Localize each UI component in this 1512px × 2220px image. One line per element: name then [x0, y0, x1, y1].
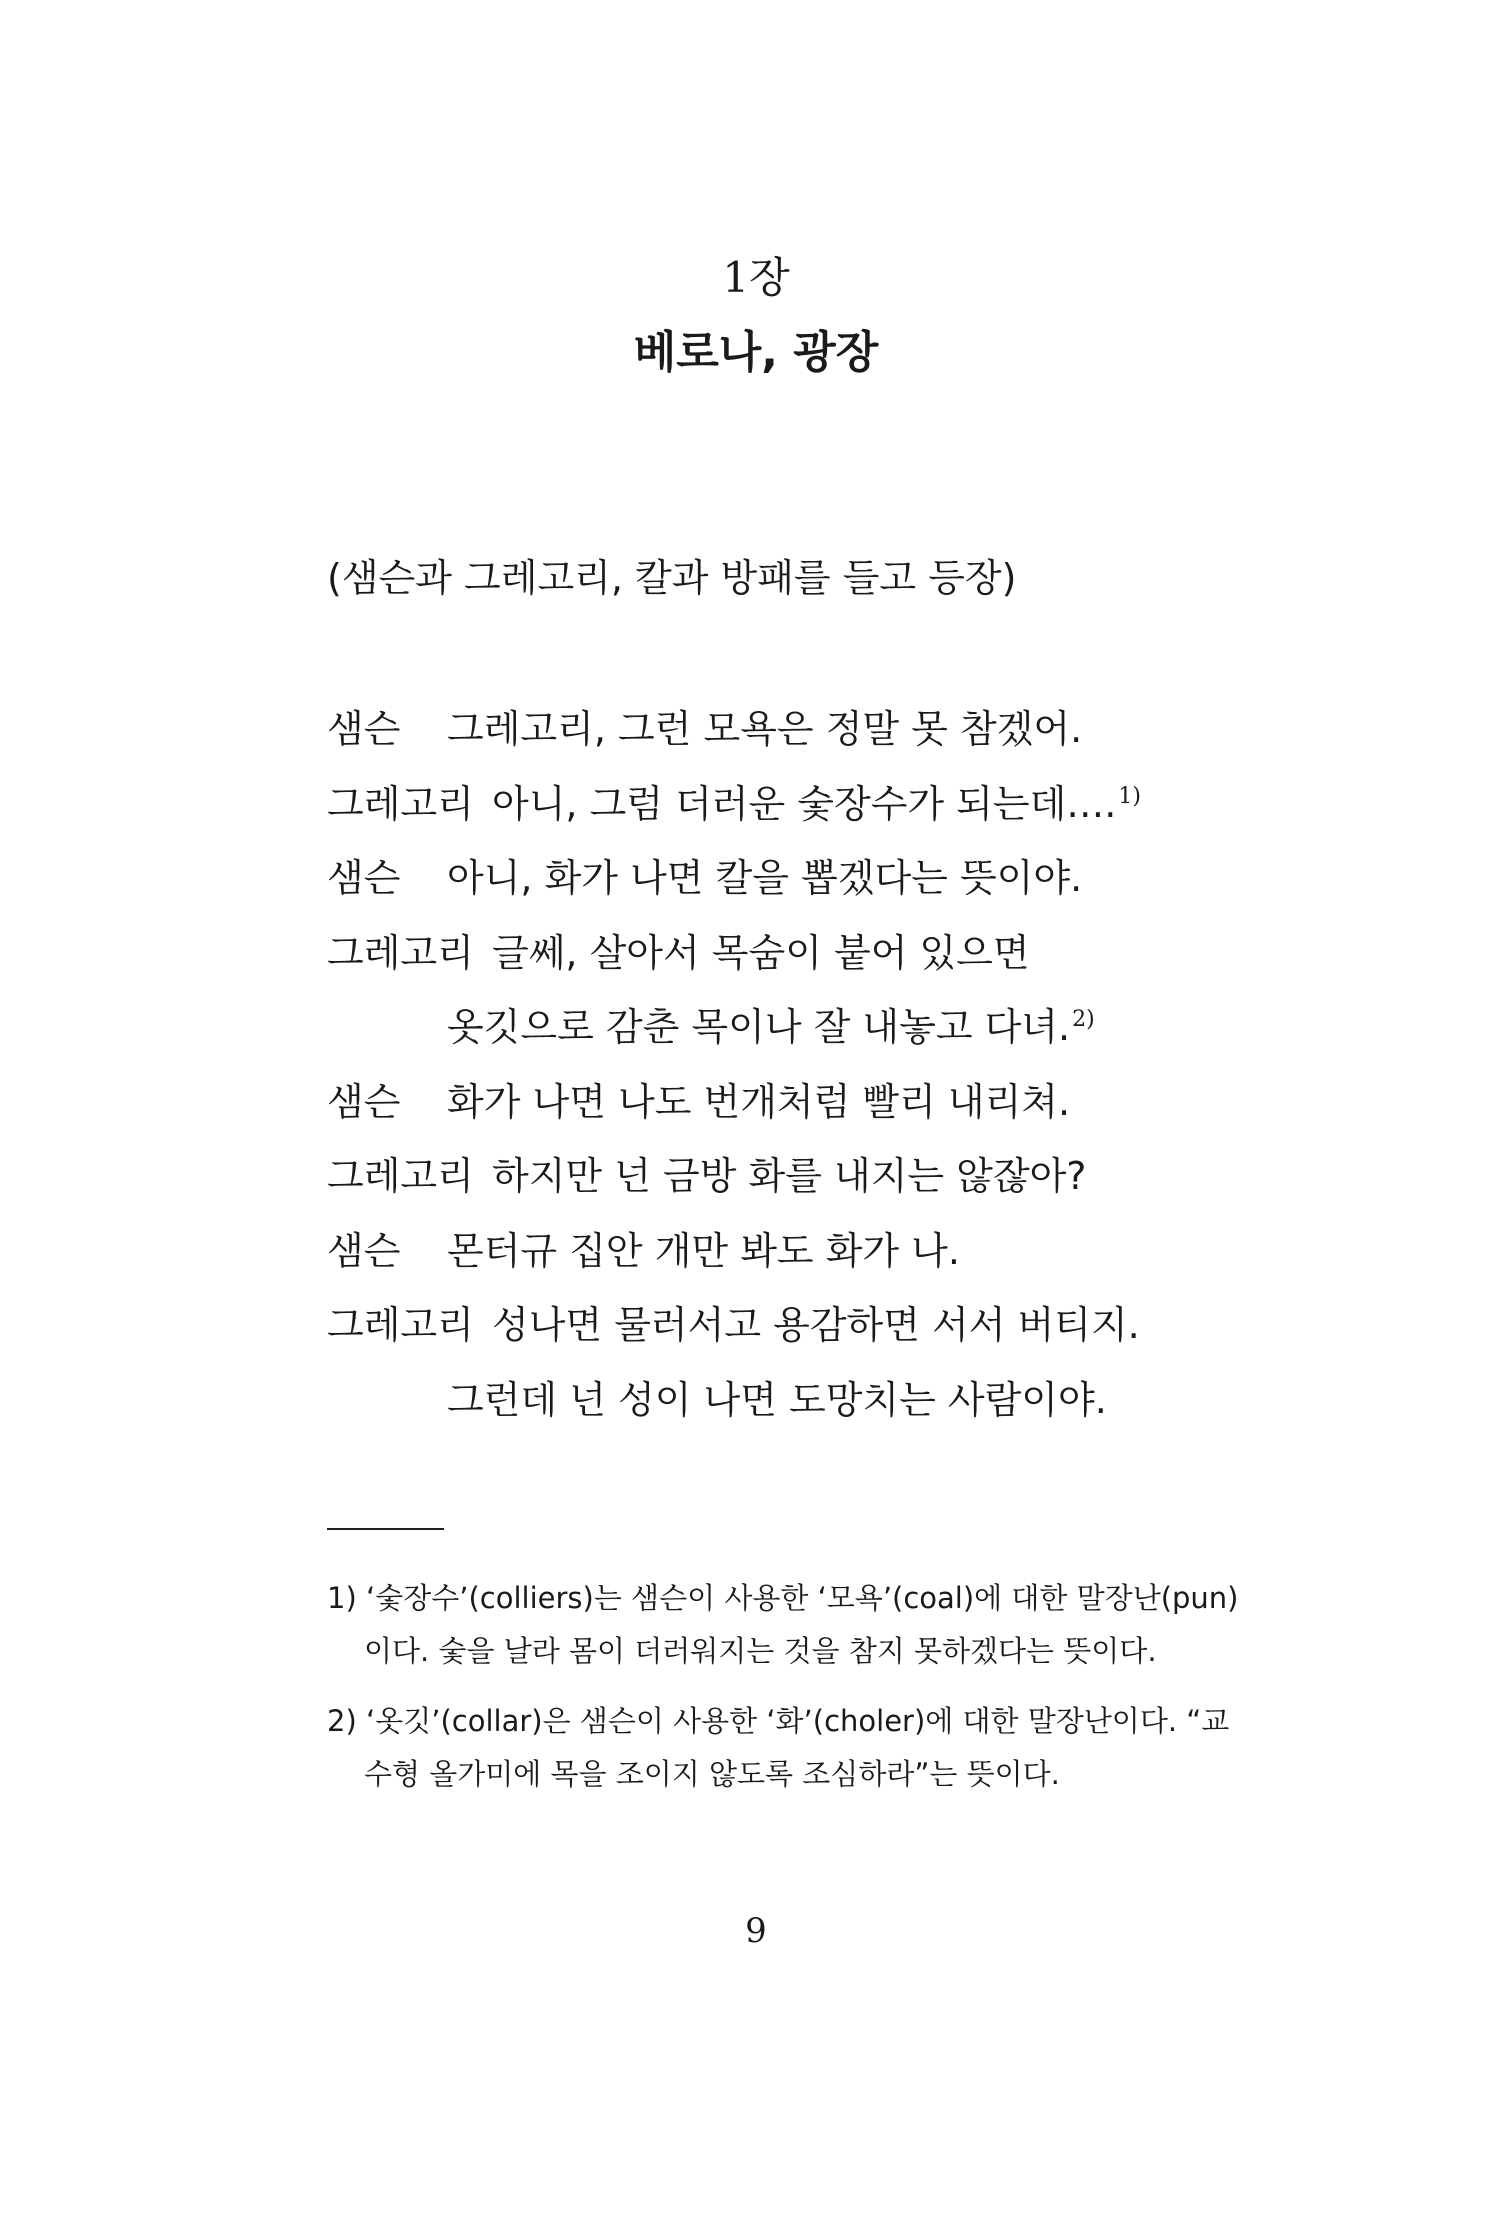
speaker-name: 샘슨: [327, 1228, 401, 1273]
dialogue-line: [327, 1065, 1327, 1140]
speech-content: 옷깃으로 감춘 목이나 잘 내놓고 다녀.: [447, 1005, 1071, 1049]
footnote-2: [327, 1695, 1287, 1801]
speech-text: [447, 1214, 960, 1288]
speech-content: 아니, 화가 나면 칼을 뽑겠다는 뜻이야.: [447, 856, 1083, 900]
footnote-divider: [327, 1528, 444, 1530]
speaker-name: 그레고리: [327, 930, 474, 975]
footnote-1: [327, 1572, 1287, 1678]
speech-text: [492, 1139, 1086, 1213]
speech-text: [492, 767, 1141, 841]
speech-content: 성나면 물러서고 용감하면 서서 버티지.: [492, 1303, 1140, 1347]
footnote-reference[interactable]: 1): [1118, 783, 1141, 809]
chapter-number: 1장: [722, 253, 790, 302]
dialogue-line: [327, 916, 1327, 991]
dialogue-line: [327, 990, 1327, 1065]
speech-content: 몬터규 집안 개만 봐도 화가 나.: [447, 1228, 960, 1273]
chapter-title: 베로나, 광장: [633, 327, 879, 378]
footnote-line: 이다. 숯을 날라 몸이 더러워지는 것을 참지 못하겠다는 뜻이다.: [364, 1634, 1157, 1668]
speech-content: 글쎄, 살아서 목숨이 붙어 있으면: [492, 930, 1030, 975]
dialogue-line: [327, 692, 1327, 767]
dialogue-line: [327, 841, 1327, 916]
dialogue-block: [327, 692, 1327, 1437]
speech-content: 하지만 넌 금방 화를 내지는 않잖아?: [492, 1154, 1087, 1198]
speaker-name: 샘슨: [327, 856, 401, 900]
speech-content: 그레고리, 그런 모욕은 정말 못 참겠어.: [447, 707, 1083, 751]
dialogue-line: [327, 767, 1327, 842]
dialogue-line: [327, 1363, 1327, 1438]
speech-text: [447, 692, 1082, 766]
footnote-line: 2) ‘옷깃’(collar)은 샘슨이 사용한 ‘화’(choler)에 대한 말장난이다. “교: [327, 1704, 1230, 1738]
footnotes: [327, 1572, 1287, 1818]
speech-content: 아니, 그럼 더러운 숯장수가 되는데….: [492, 781, 1117, 826]
stage-direction: (샘슨과 그레고리, 칼과 방패를 들고 등장): [327, 556, 1017, 600]
speaker-name: 샘슨: [327, 707, 401, 751]
speech-content: 화가 나면 나도 번개처럼 빨리 내리쳐.: [447, 1079, 1071, 1124]
dialogue-line: [327, 1288, 1327, 1363]
footnote-line: 1) ‘숯장수’(colliers)는 샘슨이 사용한 ‘모욕’(coal)에 대한 말장난(pun): [327, 1581, 1239, 1615]
page-number: 9: [745, 1911, 767, 1951]
speech-text: [492, 916, 1030, 990]
speaker-name: 그레고리: [327, 781, 474, 826]
speech-text: [447, 1065, 1070, 1139]
speech-text: [492, 1288, 1140, 1362]
speaker-name: 그레고리: [327, 1303, 474, 1347]
speech-text: [447, 1363, 1107, 1437]
footnote-reference[interactable]: 2): [1072, 1007, 1095, 1032]
speaker-name: 그레고리: [327, 1154, 474, 1198]
footnote-line: 수형 올가미에 목을 조이지 않도록 조심하라”는 뜻이다.: [364, 1757, 1060, 1791]
speech-text: [447, 990, 1095, 1064]
speech-text: [447, 841, 1082, 915]
dialogue-line: [327, 1214, 1327, 1289]
speaker-name: 샘슨: [327, 1079, 401, 1124]
speech-content: 그런데 넌 성이 나면 도망치는 사람이야.: [447, 1377, 1107, 1422]
dialogue-line: [327, 1139, 1327, 1214]
